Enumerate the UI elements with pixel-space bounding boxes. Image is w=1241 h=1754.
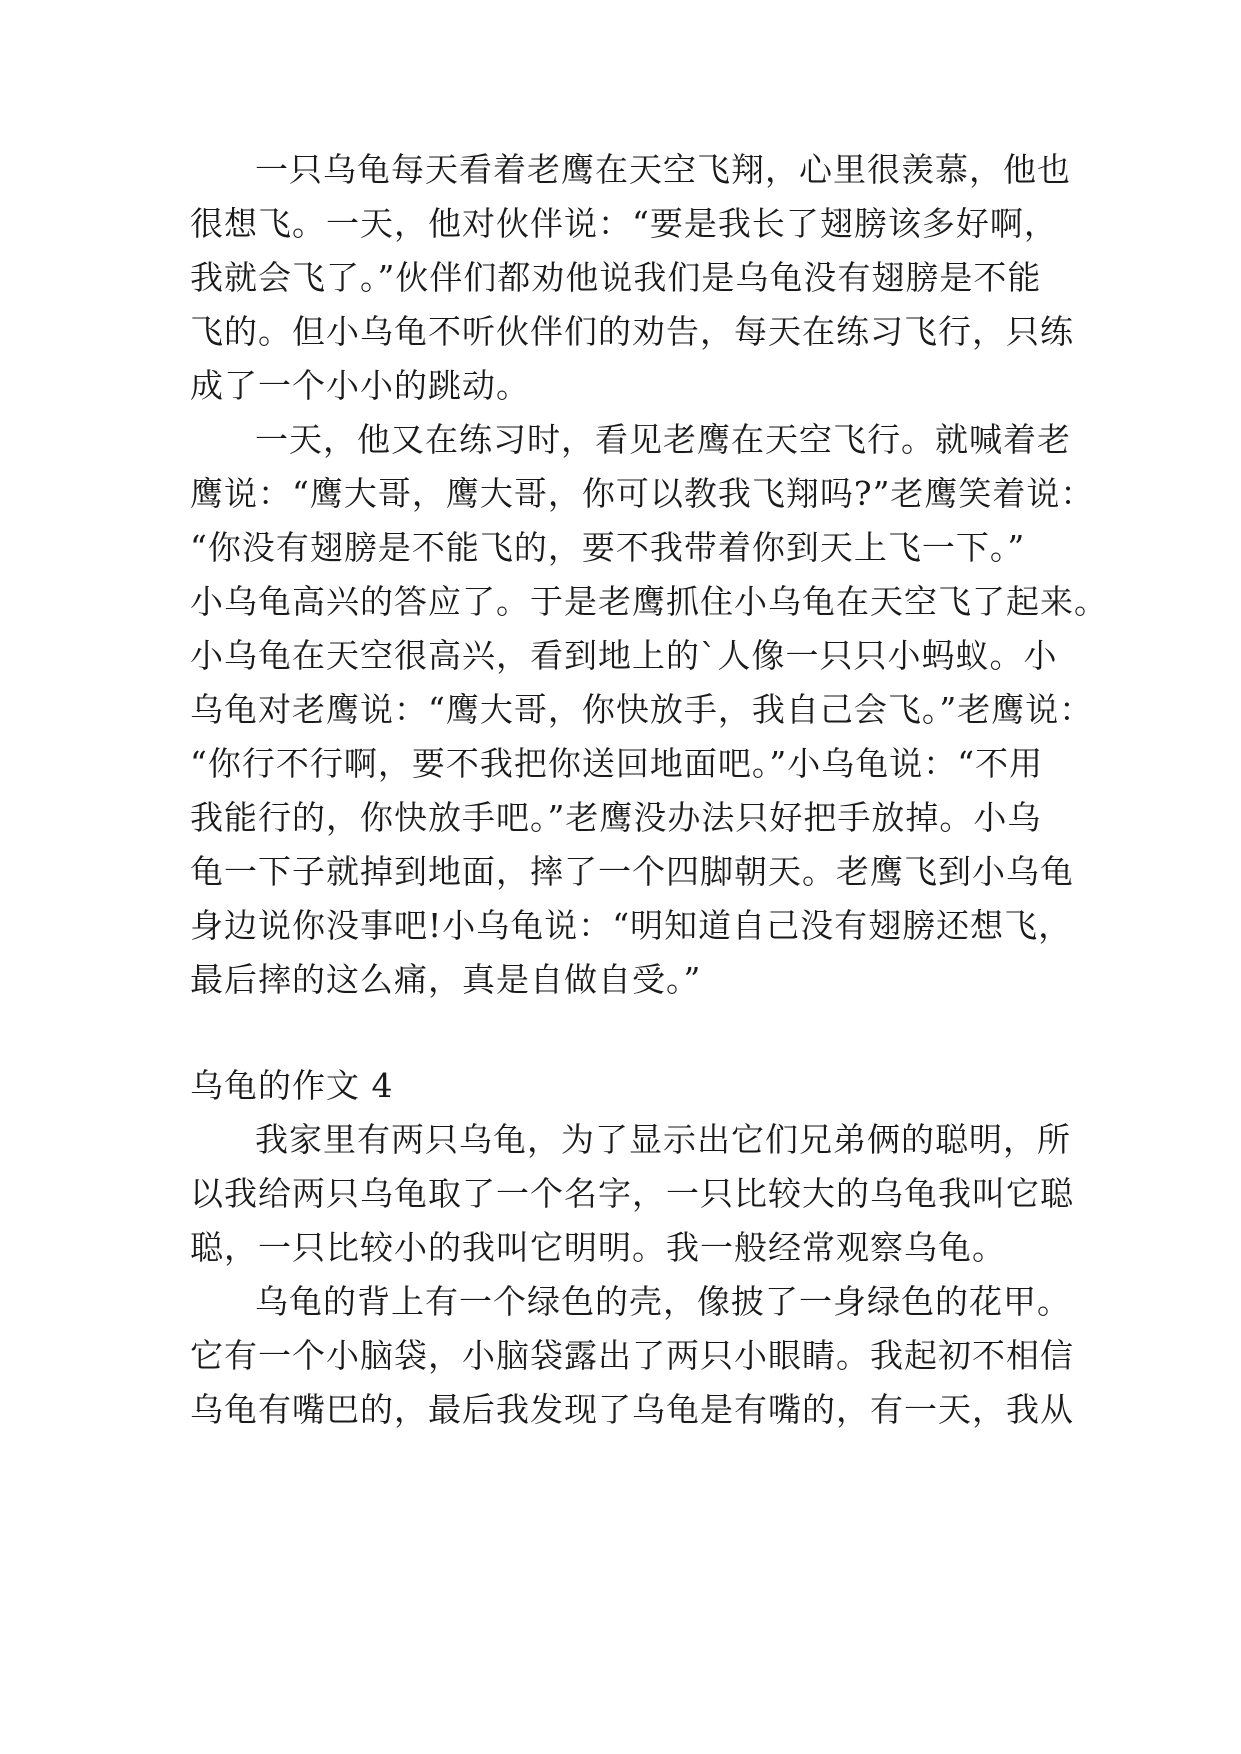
paragraph-line: 很想飞。一天，他对伙伴说：“要是我长了翅膀该多好啊，	[190, 204, 1058, 243]
paragraph-line: 乌龟的背上有一个绿色的壳，像披了一身绿色的花甲。	[255, 1282, 1071, 1321]
paragraph-line: 成了一个小小的跳动。	[190, 366, 530, 405]
paragraph-line: 聪，一只比较小的我叫它明明。我一般经常观察乌龟。	[190, 1228, 1006, 1267]
paragraph-line: 鹰说：“鹰大哥，鹰大哥，你可以教我飞翔吗?”老鹰笑着说：	[190, 474, 1095, 513]
paragraph-line: 乌龟对老鹰说：“鹰大哥，你快放手，我自己会飞。”老鹰说：	[190, 690, 1094, 729]
paragraph-line: 一只乌龟每天看着老鹰在天空飞翔，心里很羡慕，他也	[255, 150, 1071, 189]
paragraph-line: 我家里有两只乌龟，为了显示出它们兄弟俩的聪明，所	[255, 1120, 1071, 1159]
paragraph-line: 飞的。但小乌龟不听伙伴们的劝告，每天在练习飞行，只练	[190, 312, 1074, 351]
paragraph-line: 以我给两只乌龟取了一个名字，一只比较大的乌龟我叫它聪	[190, 1174, 1074, 1213]
paragraph-line: 小乌龟高兴的答应了。于是老鹰抓住小乌龟在天空飞了起来。	[190, 582, 1108, 621]
paragraph-line: 最后摔的这么痛，真是自做自受。”	[190, 960, 702, 999]
paragraph-line: 小乌龟在天空很高兴，看到地上的`人像一只只小蚂蚁。小	[190, 636, 1058, 675]
paragraph-line: 我能行的，你快放手吧。”老鹰没办法只好把手放掉。小乌	[190, 798, 1042, 837]
paragraph-line: 它有一个小脑袋，小脑袋露出了两只小眼睛。我起初不相信	[190, 1336, 1074, 1375]
paragraph-line: 龟一下子就掉到地面，摔了一个四脚朝天。老鹰飞到小乌龟	[190, 852, 1074, 891]
paragraph-line: 身边说你没事吧!小乌龟说：“明知道自己没有翅膀还想飞，	[190, 906, 1073, 945]
paragraph-line: 一天，他又在练习时，看见老鹰在天空飞行。就喊着老	[255, 420, 1071, 459]
paragraph-line: 我就会飞了。”伙伴们都劝他说我们是乌龟没有翅膀是不能	[190, 258, 1042, 297]
section-heading: 乌龟的作文 4	[190, 1066, 394, 1105]
paragraph-line: “你行不行啊，要不我把你送回地面吧。”小乌龟说：“不用	[190, 744, 1044, 783]
paragraph-line: “你没有翅膀是不能飞的，要不我带着你到天上飞一下。”	[190, 528, 1026, 567]
paragraph-line: 乌龟有嘴巴的，最后我发现了乌龟是有嘴的，有一天，我从	[190, 1390, 1074, 1429]
